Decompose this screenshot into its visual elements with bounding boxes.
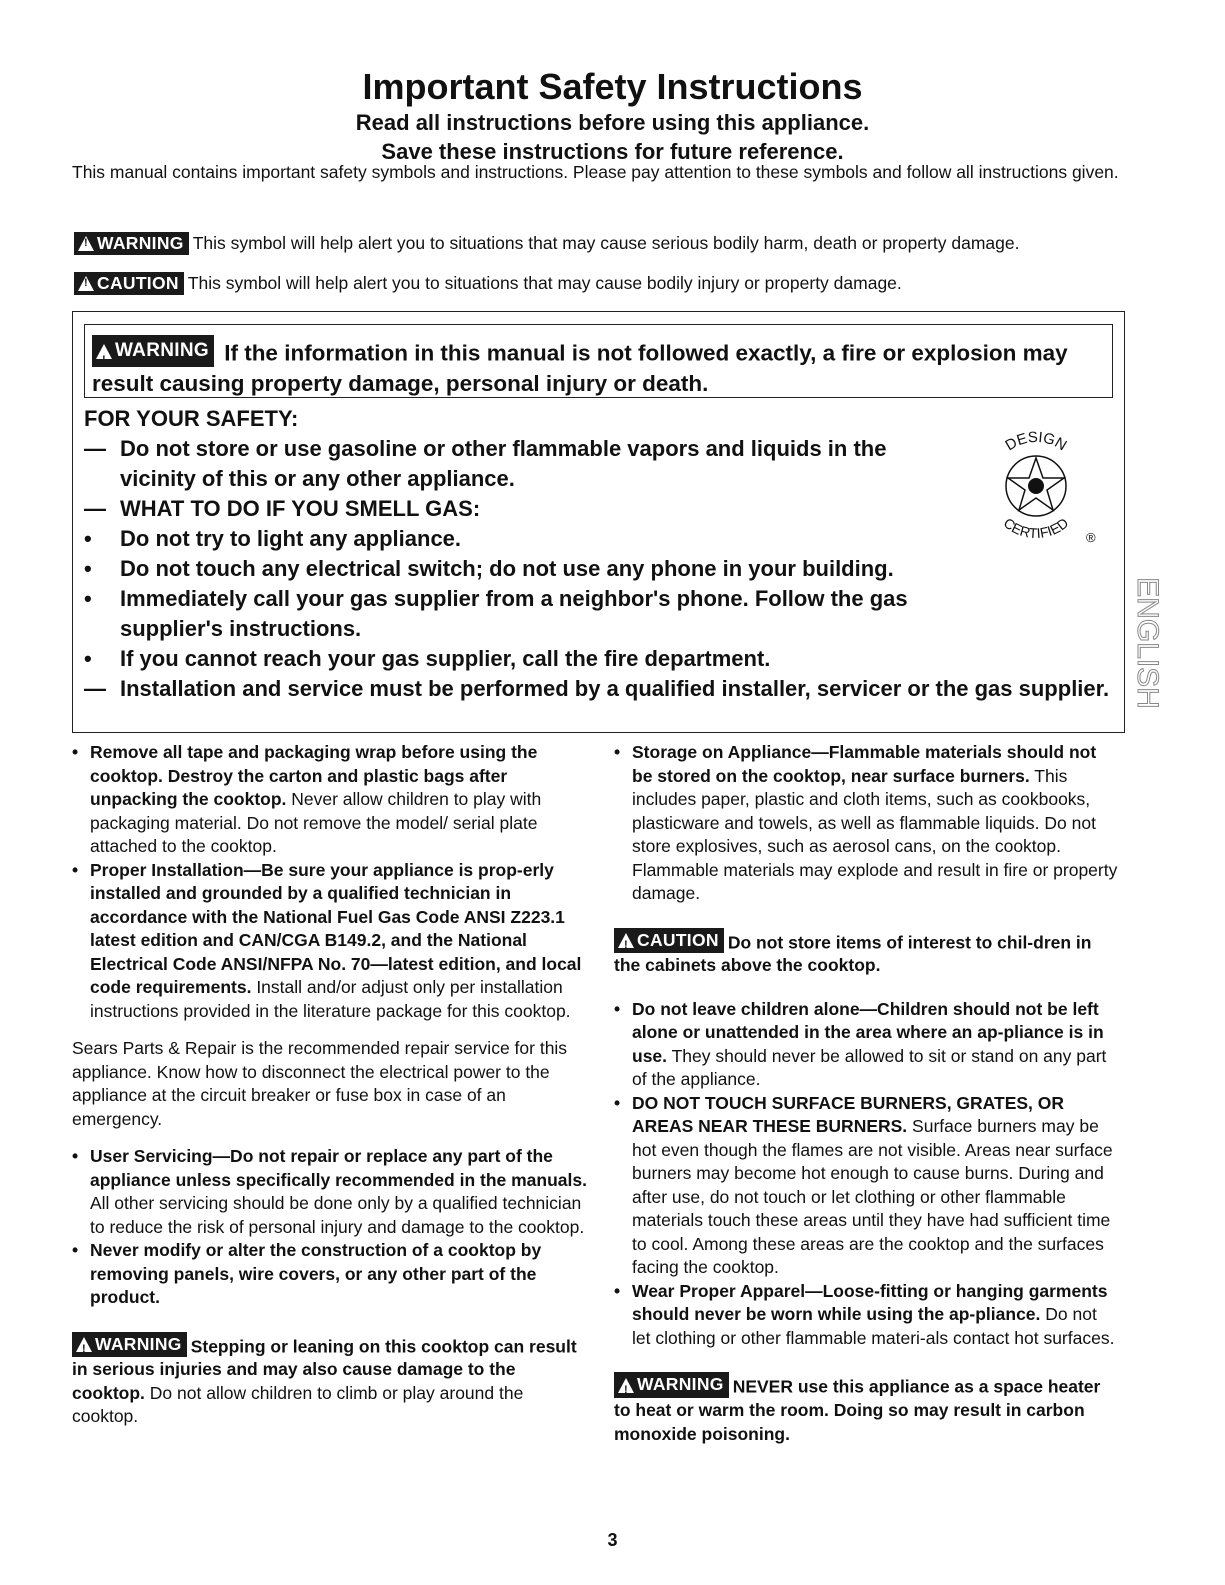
warning-bold-text: Stepping or leaning on this cooktop can result in serious injuries and may also cause damage to the cooktop. — [72, 1335, 577, 1403]
list-item: • Proper Installation—Be sure your appliance is prop-erly installed and grounded by a qualified technician in accordance with the National Fuel Gas Code ANSI Z223.1 latest edition and CAN/CGA B149.2, and the National Electrical Code ANSI/NFPA No. 70—latest edition, and local code requirements. Install and/or adjust only per installation instructions provided in the literature package for this cooktop. — [72, 859, 582, 1021]
gas-warning-text: If the information in this manual is not followed exactly, a fire or explosion may result causing property damage, personal injury or death. — [92, 340, 1068, 396]
item-text: WHAT TO DO IF YOU SMELL GAS: — [120, 496, 481, 521]
caution-badge-label: CAUTION — [97, 273, 179, 293]
alert-triangle-icon — [96, 344, 112, 359]
warning-badge — [614, 1372, 729, 1398]
gas-warning-header — [92, 335, 1107, 399]
stepping-warning — [72, 1332, 587, 1429]
page-title: Important Safety Instructions — [362, 66, 863, 107]
item-text: If you cannot reach your gas supplier, call the fire department. — [120, 646, 771, 671]
item-text: Do not try to light any appliance. — [120, 526, 462, 551]
list-item: • Wear Proper Apparel—Loose-fitting or hanging garments should never be worn while using the ap-pliance. Do not let clothing or other flammable materi-als contact hot surfaces. — [614, 1280, 1115, 1348]
list-item: • Never modify or alter the construction of a cooktop by removing panels, wire covers, or any other part of the product. — [72, 1240, 542, 1307]
item-bold-text: Storage on Appliance—Flammable materials should not be stored on the cooktop, near surface burners. — [632, 742, 1097, 786]
item-bold-text: DO NOT TOUCH SURFACE BURNERS, GRATES, OR AREAS NEAR THESE BURNERS. — [632, 1092, 1065, 1137]
item-marker: — — [84, 676, 106, 701]
warning-badge-label: WARNING — [115, 340, 209, 361]
item-marker: • — [84, 646, 92, 671]
safety-item — [84, 434, 964, 494]
svg-text:CERTIFIED — [1001, 514, 1072, 541]
list-item: • DO NOT TOUCH SURFACE BURNERS, GRATES, OR AREAS NEAR THESE BURNERS. Surface burners may be hot even though the flames are not visible. Areas near surface burners may become hot enough to cause burns. During and after use, do not touch or let clothing or other flammable materials touch these areas until they have had sufficient time to cool. Among these areas are the cooktop and the surfaces facing the cooktop. — [614, 1092, 1113, 1278]
warning-badge-label: WARNING — [97, 233, 184, 253]
safety-item — [84, 644, 1114, 674]
alert-triangle-icon — [618, 933, 634, 948]
item-marker: • — [84, 556, 92, 581]
caution-symbol-text: This symbol will help alert you to situations that may cause bodily injury or property damage. — [187, 273, 902, 293]
safety-item — [84, 494, 1114, 524]
alert-triangle-icon — [618, 1378, 634, 1393]
safety-item — [84, 554, 1114, 584]
subtitle-save: Save these instructions for future reference. — [381, 139, 844, 164]
item-text: This includes paper, plastic and cloth items, such as cookbooks, plasticware and towels, as well as flammable liquids. Do not store explosives, such as aerosol cans, on the cooktop. Flammable materials may explode and result in fire or property damage. — [632, 765, 1118, 903]
alert-triangle-icon — [78, 276, 94, 291]
warning-badge — [74, 232, 189, 255]
item-bold-text: Wear Proper Apparel—Loose-fitting or hanging garments should never be worn while using the ap-pliance. — [632, 1280, 1108, 1325]
warning-badge-label: WARNING — [95, 1333, 182, 1354]
intro-paragraph: This manual contains important safety symbols and instructions. Please pay attention to these symbols and follow all instructions given. — [72, 162, 1119, 182]
space-heater-warning — [614, 1372, 1119, 1446]
for-your-safety-heading: FOR YOUR SAFETY: — [84, 406, 299, 431]
item-bold-text: Proper Installation—Be sure your appliance is prop-erly installed and grounded by a qualified technician in accordance with the National Fuel Gas Code ANSI Z223.1 latest edition and CAN/CGA B149.2, and the National Electrical Code ANSI/NFPA No. 70—latest edition, and local code requirements. — [90, 859, 582, 997]
item-text: Installation and service must be performed by a qualified installer, servicer or the gas supplier. — [120, 676, 1110, 701]
item-text: Surface burners may be hot even though the flames are not visible. Areas near surface burners may become hot enough to cause burns. During and after use, do not touch or let clothing or other flammable materials touch these areas until they have had sufficient time to cool. Among these areas are the cooktop and the surfaces facing the cooktop. — [632, 1116, 1113, 1278]
warning-badge — [92, 335, 214, 367]
warning-badge — [72, 1332, 187, 1358]
caution-symbol-line — [74, 272, 902, 295]
item-marker: — — [84, 496, 106, 521]
item-text: Do not touch any electrical switch; do not use any phone in your building. — [120, 556, 894, 581]
caution-badge — [614, 928, 724, 954]
caution-bold-text: Do not store items of interest to chil-dren in the cabinets above the cooktop. — [614, 931, 1092, 976]
safety-item — [84, 674, 1114, 704]
registered-mark: ® — [1086, 530, 1096, 545]
item-text: They should never be allowed to sit or stand on any part of the appliance. — [632, 1045, 1107, 1090]
warning-bold-text: NEVER use this appliance as a space heater to heat or warm the room. Doing so may result in carbon monoxide poisoning. — [614, 1376, 1101, 1444]
warning-text: Do not allow children to climb or play around the cooktop. — [72, 1382, 524, 1427]
item-text: Do not let clothing or other flammable materi-als contact hot surfaces. — [632, 1304, 1115, 1348]
item-text: Install and/or adjust only per installation instructions provided in the literature package for this cooktop. — [90, 977, 571, 1021]
list-item: • Remove all tape and packaging wrap before using the cooktop. Destroy the carton and plastic bags after unpacking the cooktop. Never allow children to play with packaging material. Do not remove the model/ serial plate attached to the cooktop. — [72, 742, 542, 856]
repair-service-paragraph: Sears Parts & Repair is the recommended repair service for this appliance. Know how to disconnect the electrical power to the appliance at the circuit breaker or fuse box in case of an emergency. — [72, 1038, 568, 1129]
right-column — [614, 741, 1119, 1446]
item-marker: — — [84, 436, 106, 461]
item-text: Immediately call your gas supplier from a neighbor's phone. Follow the gas supplier's instructions. — [120, 586, 908, 641]
seal-top-text: DESIGN — [1002, 428, 1070, 455]
caution-badge-label: CAUTION — [637, 929, 719, 950]
safety-item — [84, 584, 964, 644]
list-item: • Storage on Appliance—Flammable materials should not be stored on the cooktop, near surface burners. This includes paper, plastic and cloth items, such as cookbooks, plasticware and towels, as well as flammable liquids. Do not store explosives, such as aerosol cans, on the cooktop. Flammable materials may explode and result in fire or property damage. — [614, 742, 1118, 903]
design-certified-seal — [970, 418, 1100, 553]
svg-text:DESIGN — [1002, 429, 1069, 454]
left-column — [72, 741, 587, 1429]
list-item: • Do not leave children alone—Children should not be left alone or unattended in the area where an ap-pliance is in use. They should never be allowed to sit or stand on any part of the appliance. — [614, 998, 1107, 1090]
safety-item — [84, 524, 1114, 554]
item-bold-text: User Servicing—Do not repair or replace any part of the appliance unless specifically recommended in the manuals. — [90, 1146, 587, 1190]
item-bold-text: Remove all tape and packaging wrap before using the cooktop. Destroy the carton and plastic bags after unpacking the cooktop. — [90, 742, 538, 809]
item-text: Never allow children to play with packaging material. Do not remove the model/ serial plate attached to the cooktop. — [90, 789, 542, 856]
for-your-safety-section — [84, 404, 1114, 704]
item-text: Do not store or use gasoline or other flammable vapors and liquids in the vicinity of this or any other appliance. — [120, 436, 887, 491]
subtitle-read: Read all instructions before using this appliance. — [355, 110, 870, 135]
item-text: All other servicing should be done only by a qualified technician to reduce the risk of personal injury and damage to the cooktop. — [90, 1193, 585, 1237]
item-marker: • — [84, 586, 92, 611]
page-number: 3 — [607, 1530, 618, 1550]
alert-triangle-icon — [76, 1337, 92, 1352]
item-bold-text: Never modify or alter the construction of a cooktop by removing panels, wire covers, or any other part of the product. — [90, 1240, 542, 1307]
children-caution — [614, 928, 1119, 978]
warning-symbol-text: This symbol will help alert you to situations that may cause serious bodily harm, death or property damage. — [192, 233, 1020, 253]
item-bold-text: Do not leave children alone—Children should not be left alone or unattended in the area where an ap-pliance is in use. — [632, 998, 1104, 1066]
english-tab-label: ENGLISH — [1131, 577, 1164, 709]
warning-badge-label: WARNING — [637, 1374, 724, 1395]
item-marker: • — [84, 526, 92, 551]
warning-symbol-line — [74, 232, 1019, 255]
seal-bottom-text: CERTIFIED — [1000, 514, 1072, 542]
caution-badge — [74, 272, 184, 295]
list-item: • User Servicing—Do not repair or replace any part of the appliance unless specifically recommended in the manuals. All other servicing should be done only by a qualified technician to reduce the risk of personal injury and damage to the cooktop. — [72, 1146, 587, 1237]
alert-triangle-icon — [78, 236, 94, 251]
language-side-tab — [1128, 568, 1164, 718]
